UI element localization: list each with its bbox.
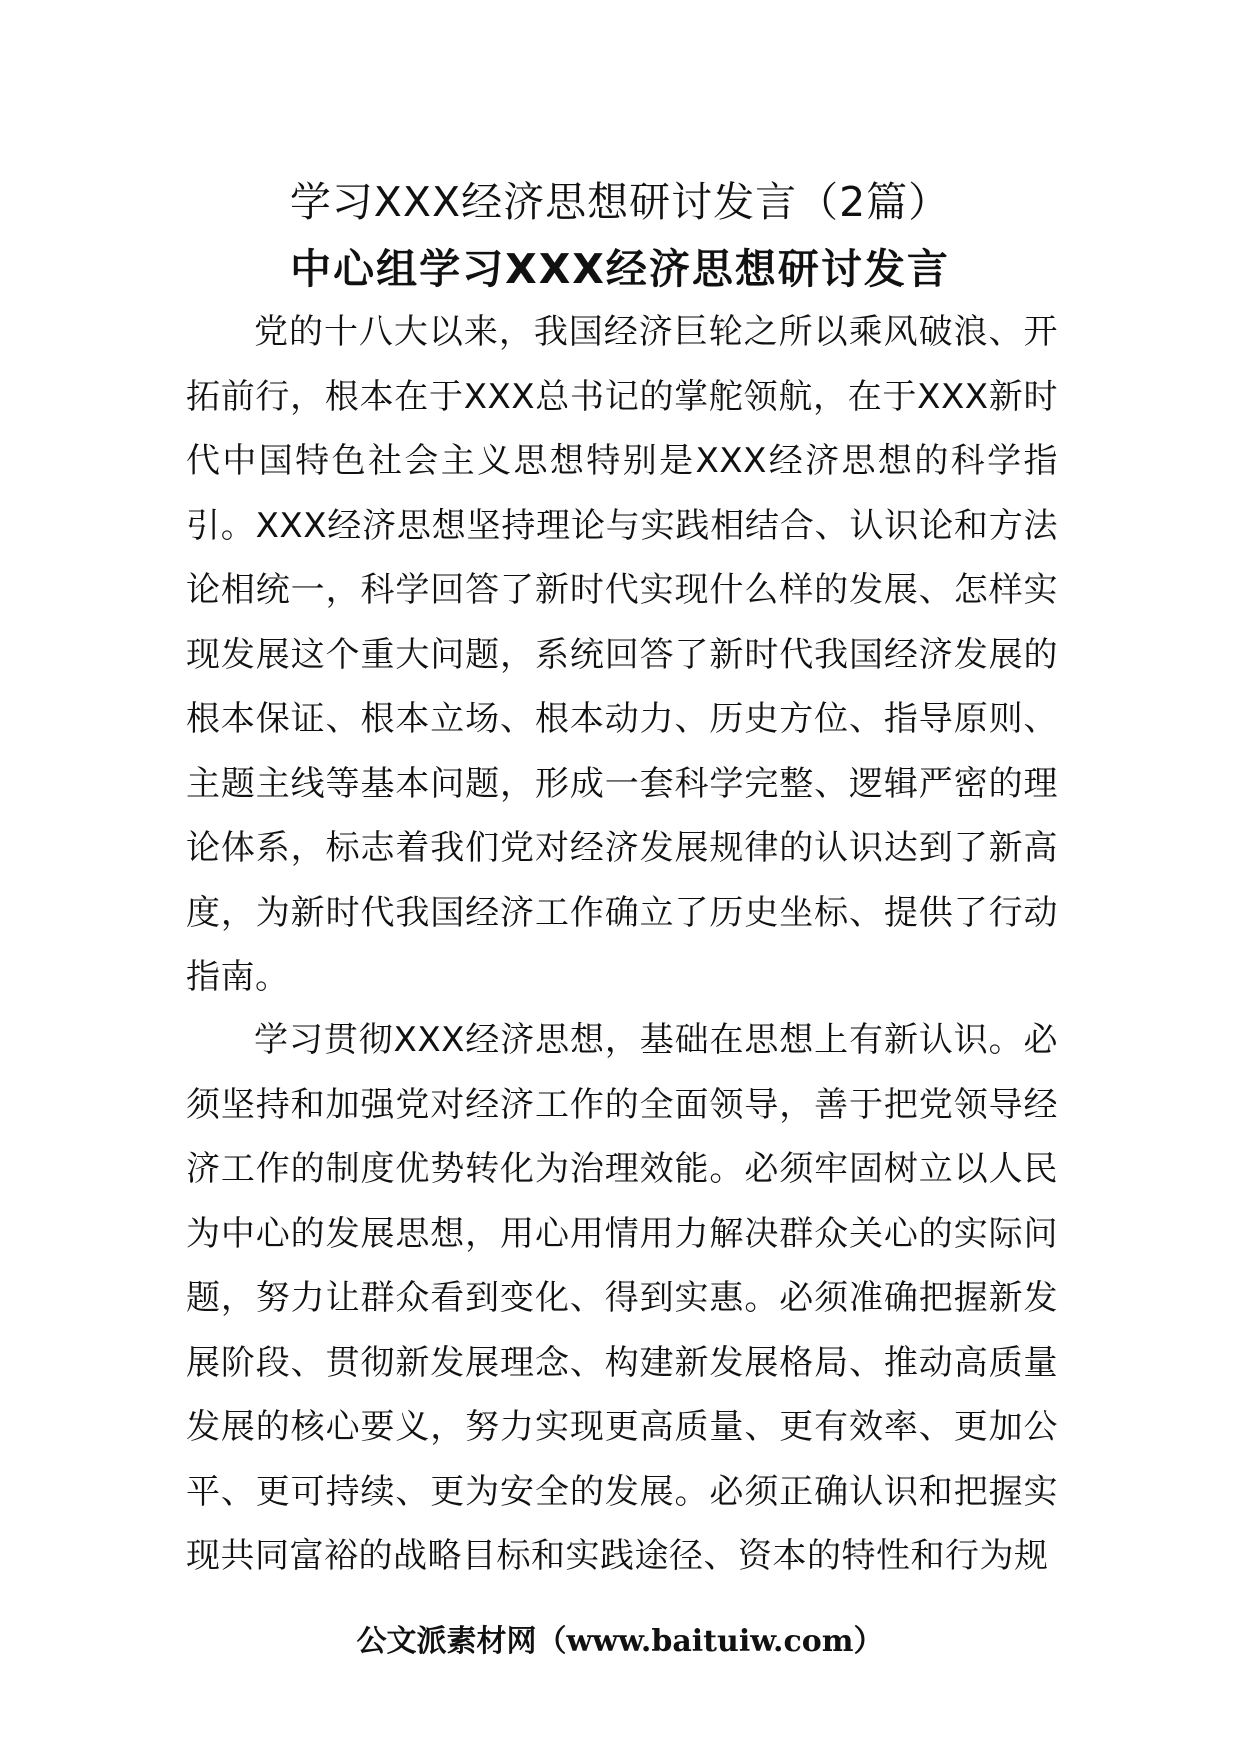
document-title: 学习XXX经济思想研讨发言（2篇） [289,178,951,226]
document-subtitle: 中心组学习XXX经济思想研讨发言 [290,245,950,293]
body-paragraph-1: 党的十八大以来，我国经济巨轮之所以乘风破浪、开拓前行，根本在于XXX总书记的掌舵领航，在于XXX新时代中国特色社会主义思想特别是XXX经济思想的科学指引。XXX经济思想坚持理论与实践相结合、认识论和方法论相统一，科学回答了新时代实现什么样的发展、怎样实现发展这个重大问题，系统回答了新时代我国经济发展的根本保证、根本立场、根本动力、历史方位、指导原则、主题主线等基本问题，形成一套科学完整、逻辑严密的理论体系，标志着我们党对经济发展规律的认识达到了新高度，为新时代我国经济工作确立了历史坐标、提供了行动指南。 [186,312,1058,997]
footer-watermark: 公文派素材网（www.baituiw.com） [356,1624,884,1659]
body-paragraph-2: 学习贯彻XXX经济思想，基础在思想上有新认识。必须坚持和加强党对经济工作的全面领导，善于把党领导经济工作的制度优势转化为治理效能。必须牢固树立以人民为中心的发展思想，用心用情用力解决群众关心的实际问题，努力让群众看到变化、得到实惠。必须准确把握新发展阶段、贯彻新发展理念、构建新发展格局、推动高质量发展的核心要义，努力实现更高质量、更有效率、更加公平、更可持续、更为安全的发展。必须正确认识和把握实现共同富裕的战略目标和实践途径、资本的特性和行为规 [186,1020,1058,1576]
